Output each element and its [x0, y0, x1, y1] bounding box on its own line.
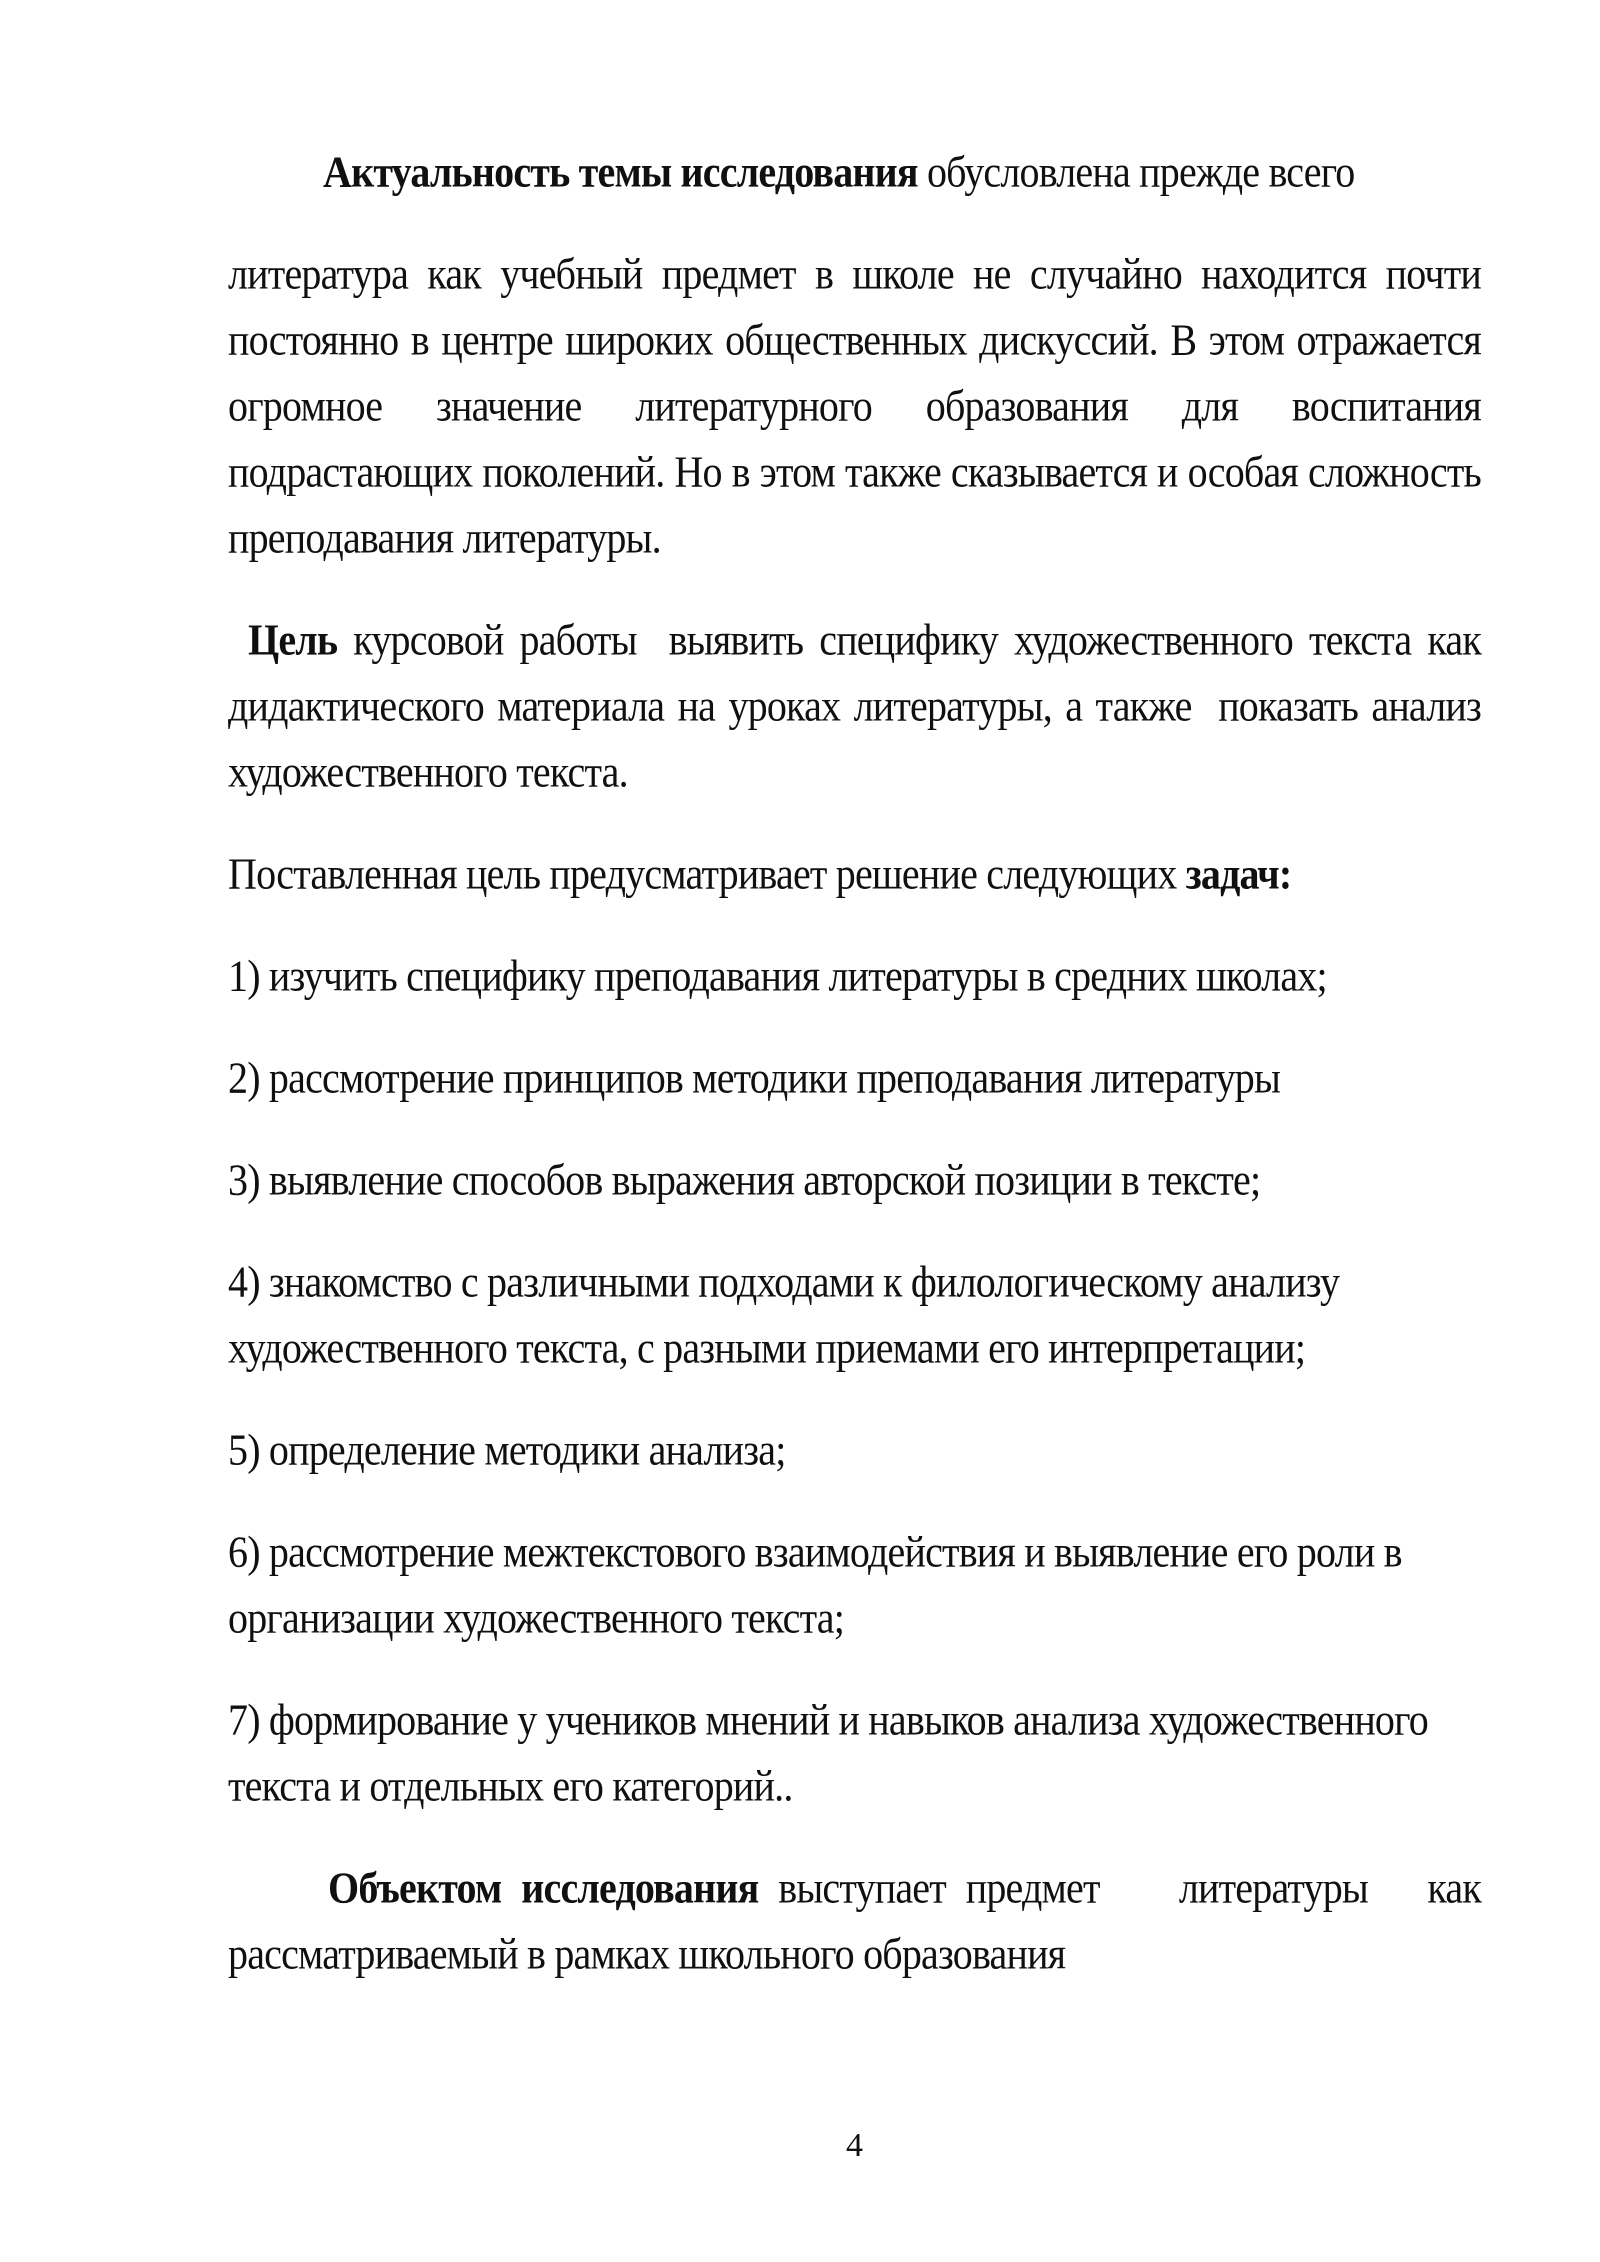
text-run: Поставленная цель предусматривает решение следующих	[228, 848, 1186, 899]
goal-paragraph	[228, 607, 1481, 805]
text-run: литература как учебный предмет в школе не случайно находится почти	[228, 248, 1481, 299]
text-run: 6) рассмотрение межтекстового взаимодействия и выявление его роли в	[228, 1526, 1402, 1577]
text-run: 3) выявление способов выражения авторской позиции в тексте;	[228, 1154, 1261, 1205]
task-item-2	[228, 1045, 1481, 1111]
document-content	[228, 139, 1481, 2023]
text-line	[228, 370, 1481, 443]
text-line	[228, 136, 1481, 209]
text-line	[228, 238, 1481, 311]
text-run: подрастающих поколений. Но в этом также сказывается и особая сложность	[228, 446, 1481, 497]
text-line	[228, 670, 1481, 743]
text-line	[228, 502, 1481, 575]
text-run: художественного текста, с разными приемами его интерпретации;	[228, 1322, 1306, 1373]
text-line	[228, 1042, 1481, 1115]
bold-run: Объектом исследования	[328, 1862, 759, 1913]
text-line	[228, 1750, 1481, 1823]
text-line	[228, 304, 1481, 377]
tasks-lead	[228, 841, 1481, 907]
text-line	[228, 1516, 1481, 1589]
text-run: курсовой работы выявить специфику художественного текста как	[337, 614, 1481, 665]
text-run: постоянно в центре широких общественных дискуссий. В этом отражается	[228, 314, 1481, 365]
text-line	[228, 838, 1481, 911]
text-line	[228, 1582, 1481, 1655]
text-run: обусловлена прежде всего	[917, 146, 1355, 197]
object-paragraph	[228, 1855, 1481, 1987]
bold-run: задач:	[1185, 848, 1292, 899]
text-line	[228, 1144, 1481, 1217]
text-run: выступает предмет литературы как	[758, 1862, 1481, 1913]
text-run: художественного текста.	[228, 746, 628, 797]
text-run: организации художественного текста;	[228, 1592, 845, 1643]
text-run: рассматриваемый в рамках школьного образования	[228, 1928, 1066, 1979]
text-line	[228, 736, 1481, 809]
text-run: 1) изучить специфику преподавания литературы в средних школах;	[228, 950, 1327, 1001]
task-item-4	[228, 1249, 1481, 1381]
text-line	[228, 940, 1481, 1013]
text-run: текста и отдельных его категорий..	[228, 1760, 793, 1811]
task-item-3	[228, 1147, 1481, 1213]
text-run: 7) формирование у учеников мнений и навыков анализа художественного	[228, 1694, 1428, 1745]
text-line	[228, 1918, 1481, 1991]
text-line	[228, 1684, 1481, 1757]
text-line	[228, 1852, 1481, 1925]
task-item-6	[228, 1519, 1481, 1651]
text-run: огромное значение литературного образования для воспитания	[228, 380, 1481, 431]
text-run: дидактического материала на уроках литературы, а также показать анализ	[228, 680, 1481, 731]
bold-run: Актуальность темы исследования	[323, 146, 918, 197]
page-number: 4	[846, 2127, 863, 2164]
text-line	[228, 436, 1481, 509]
task-item-7	[228, 1687, 1481, 1819]
heading-actuality	[228, 139, 1481, 205]
text-line	[228, 1312, 1481, 1385]
text-run: 2) рассмотрение принципов методики преподавания литературы	[228, 1052, 1281, 1103]
task-item-1	[228, 943, 1481, 1009]
text-run: 5) определение методики анализа;	[228, 1424, 786, 1475]
text-run: преподавания литературы.	[228, 512, 661, 563]
text-line	[228, 1246, 1481, 1319]
text-line	[228, 1414, 1481, 1487]
text-run: 4) знакомство с различными подходами к филологическому анализу	[228, 1256, 1340, 1307]
bold-run: Цель	[248, 614, 338, 665]
intro-paragraph	[228, 241, 1481, 571]
task-item-5	[228, 1417, 1481, 1483]
text-line	[228, 604, 1481, 677]
